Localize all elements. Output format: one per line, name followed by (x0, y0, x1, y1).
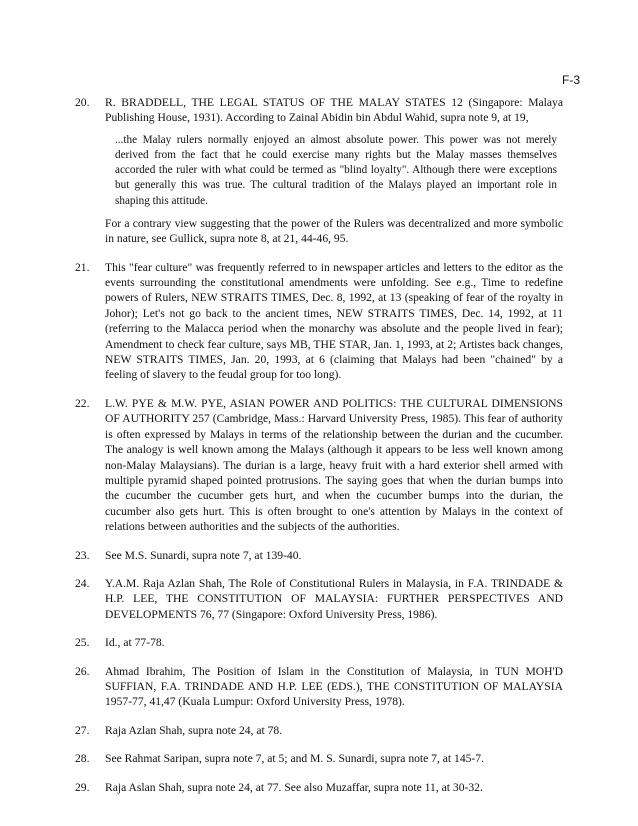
endnote-text: See Rahmat Saripan, supra note 7, at 5; and M. S. Sunardi, supra note 7, at 145-7. (105, 752, 484, 766)
endnote-number: 26. (75, 664, 90, 678)
endnote-text: Ahmad Ibrahim, The Position of Islam in the Constitution of Malaysia, in TUN MOH'D SUFFIAN, F.A. TRINDADE AND H.P. LEE (EDS.), THE CONSTITUTION OF MALAYSIA 1957-77, 41,47 (Kuala Lumpur: Oxford University Press, 1978). (105, 664, 563, 709)
endnote-number: 20. (75, 96, 90, 109)
endnote-23 (75, 548, 563, 563)
endnote-20 (75, 95, 563, 247)
endnote-24 (75, 576, 563, 622)
block-quote: ...the Malay rulers normally enjoyed an almost absolute power. This power was not merely derived from the fact that he could exercise many rights but the Malay masses themselves accorded the ruler with what could be termed as "blind loyalty". Although there were exceptions but generally this was true. The cultural tradition of the Malays played an important role in shaping this attitude. (115, 133, 557, 207)
endnote-text: L.W. PYE & M.W. PYE, ASIAN POWER AND POLITICS: THE CULTURAL DIMENSIONS OF AUTHORITY 257 (Cambridge, Mass.: Harvard University Press, 1985). This fear of authority is often expressed by Malays in terms of the relationship between the durian and the cucumber. The analogy is well known among the Malays (although it appears to be less well known among non-Malay Malaysians). The durian is a large, heavy fruit with a hard exterior shell armed with multiple pyramid shaped pointed protrusions. The saying goes that when the durian bumps into the cucumber the cucumber gets hurt, and when the cucumber bumps into the durian, the cucumber also gets hurt. This is often brought to one's attention by Malays in the context of relations between authorities and the subjects of the authorities. (105, 396, 563, 534)
endnote-21 (75, 260, 563, 383)
endnote-25 (75, 635, 563, 650)
endnote-26 (75, 664, 563, 710)
endnote-text: Y.A.M. Raja Azlan Shah, The Role of Constitutional Rulers in Malaysia, in F.A. TRINDADE & H.P. LEE, THE CONSTITUTION OF MALAYSIA: FURTHER PERSPECTIVES AND DEVELOPMENTS 76, 77 (Singapore: Oxford University Press, 1986). (105, 576, 563, 621)
endnote-text: R. BRADDELL, THE LEGAL STATUS OF THE MALAY STATES 12 (Singapore: Malaya Publishing House, 1931). According to Zainal Abidin bin Abdul Wahid, supra note 9, at 19, (105, 96, 563, 125)
endnote-number: 21. (75, 260, 90, 274)
endnote-text: Raja Aslan Shah, supra note 24, at 77. See also Muzaffar, supra note 11, at 30-32. (105, 780, 483, 794)
endnote-number: 29. (75, 780, 90, 794)
endnote-text: Id., at 77-78. (105, 636, 165, 650)
page-number: F-3 (562, 73, 580, 87)
endnote-number: 27. (75, 723, 90, 737)
endnote-number: 22. (75, 396, 90, 410)
endnote-number: 23. (75, 548, 90, 562)
endnote-paragraph: For a contrary view suggesting that the power of the Rulers was decentralized and more symbolic in nature, see Gullick, supra note 8, at 21, 44-46, 95. (105, 216, 563, 246)
endnote-29 (75, 780, 563, 795)
endnote-number: 24. (75, 576, 90, 590)
endnote-22 (75, 396, 563, 535)
endnote-text: See M.S. Sunardi, supra note 7, at 139-40. (105, 548, 302, 562)
endnote-text: This "fear culture" was frequently referred to in newspaper articles and letters to the editor as the events surrounding the constitutional amendments were unfolding. See e.g., Time to redefine powers of Rulers, NEW STRAITS TIMES, Dec. 8, 1992, at 13 (speaking of fear of the royalty in Johor); Let's not go back to the ancient times, NEW STRAITS TIMES, Dec. 14, 1992, at 11 (referring to the Malacca period when the monarchy was absolute and the people lived in fear); Amendment to check fear culture, says MB, THE STAR, Jan. 1, 1993, at 2; Artistes back changes, NEW STRAITS TIMES, Jan. 20, 1993, at 6 (claiming that Malays had been "chained" by a feeling of slavery to the feudal group for too long). (105, 260, 563, 382)
endnote-27 (75, 723, 563, 738)
endnote-28 (75, 751, 563, 766)
endnotes-list (75, 95, 563, 808)
endnote-text: Raja Azlan Shah, supra note 24, at 78. (105, 723, 283, 737)
endnote-number: 25. (75, 636, 90, 650)
endnote-number: 28. (75, 752, 90, 766)
